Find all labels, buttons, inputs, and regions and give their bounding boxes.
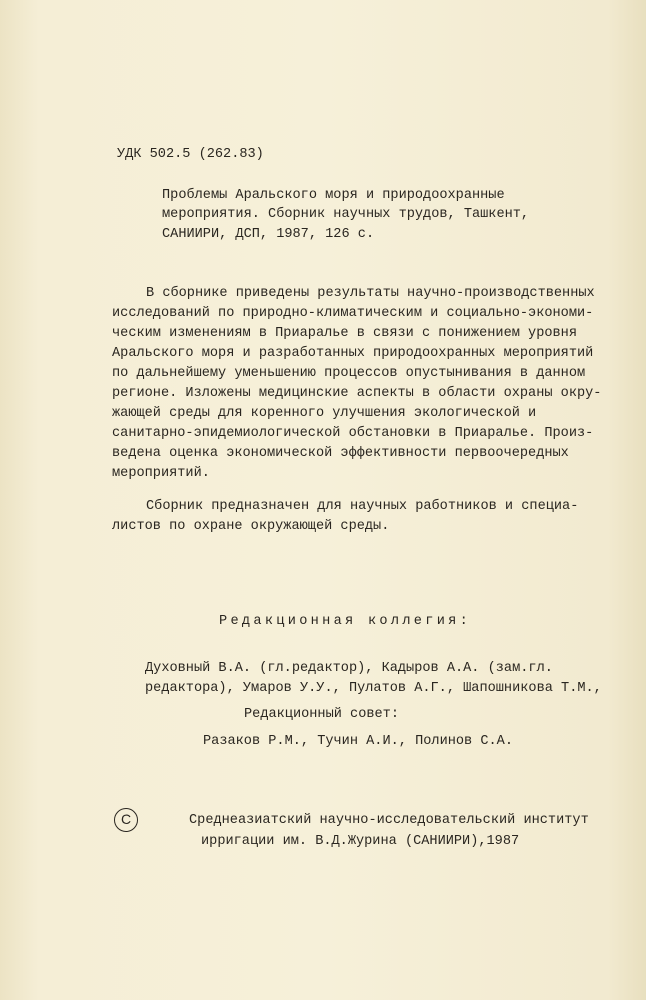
abstract-line: Аральского моря и разработанных природоохранных мероприятий xyxy=(112,346,594,361)
abstract-line: исследований по природно-климатическим и социально-экономи- xyxy=(112,306,594,321)
abstract-line: жающей среды для коренного улучшения экологической и xyxy=(112,406,537,421)
editorial-council-members: Разаков Р.М., Тучин А.И., Полинов С.А. xyxy=(203,734,513,749)
abstract-line: санитарно-эпидемиологической обстановки в Приаралье. Произ- xyxy=(112,426,594,441)
abstract-line: ческим изменениям в Приаралье в связи с понижением уровня xyxy=(112,326,577,341)
editorial-council-heading: Редакционный совет: xyxy=(244,707,399,722)
publisher-line: Среднеазиатский научно-исследовательский институт xyxy=(189,813,589,828)
abstract-line: В сборнике приведены результаты научно-производственных xyxy=(146,286,595,301)
publisher-line: ирригации им. В.Д.Журина (САНИИРИ),1987 xyxy=(201,834,520,849)
abstract-line: регионе. Изложены медицинские аспекты в области охраны окру- xyxy=(112,386,602,401)
board-line: редактора), Умаров У.У., Пулатов А.Г., Шапошникова Т.М., xyxy=(145,681,602,696)
udk-code: УДК 502.5 (262.83) xyxy=(117,147,264,162)
board-line: Духовный В.А. (гл.редактор), Кадыров А.А. (зам.гл. xyxy=(145,661,553,676)
citation-line: мероприятия. Сборник научных трудов, Ташкент, xyxy=(162,207,530,222)
abstract-line: ведена оценка экономической эффективности первоочередных xyxy=(112,446,569,461)
editorial-board-heading: Редакционная коллегия: xyxy=(219,614,472,629)
purpose-line: Сборник предназначен для научных работников и специа- xyxy=(146,499,579,514)
citation-line: Проблемы Аральского моря и природоохранные xyxy=(162,188,505,203)
abstract-line: по дальнейшему уменьшению процессов опустынивания в данном xyxy=(112,366,586,381)
abstract-line: мероприятий. xyxy=(112,466,210,481)
citation-line: САНИИРИ, ДСП, 1987, 126 с. xyxy=(162,227,375,242)
copyright-icon: C xyxy=(114,808,138,832)
purpose-line: листов по охране окружающей среды. xyxy=(112,519,390,534)
